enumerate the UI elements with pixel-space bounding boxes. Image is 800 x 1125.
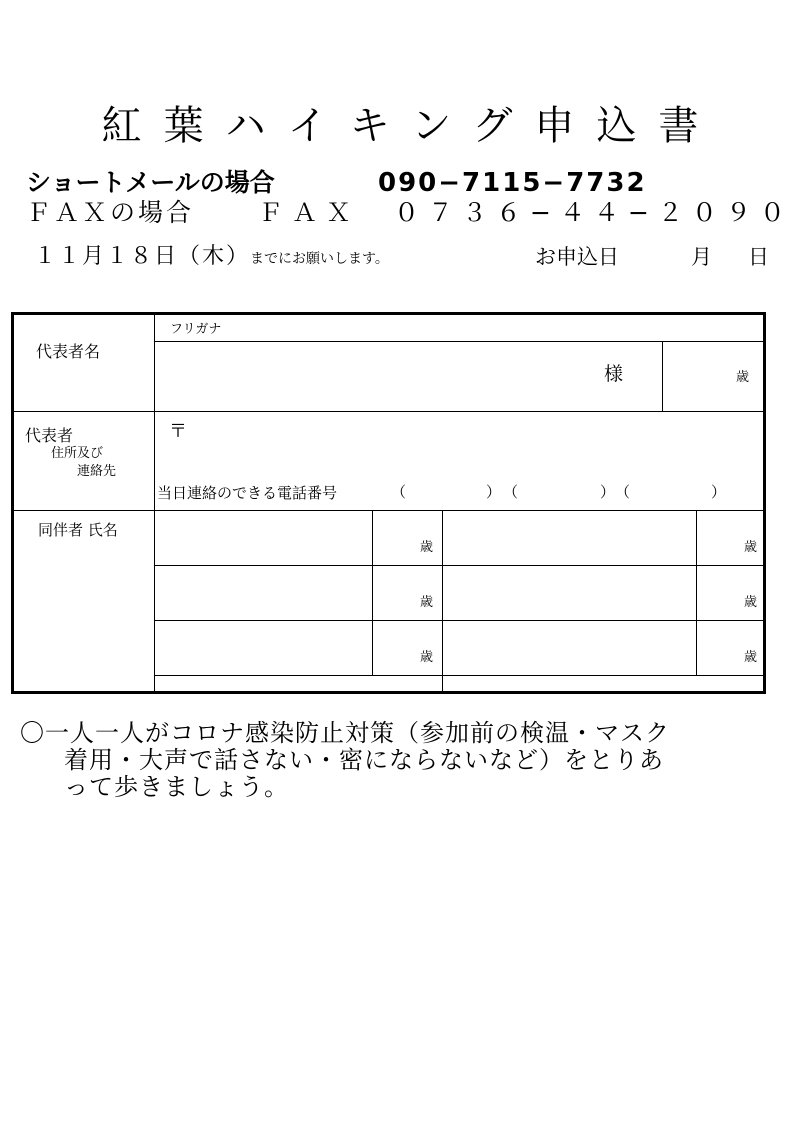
companion-age-unit-3: 歳 [420,595,434,610]
note-line-1: 〇一人一人がコロナ感染防止対策（参加前の検温・マスク [20,719,670,747]
sms-contact-label: ショートメールの場合 [26,168,275,197]
companion-age-divider-1 [372,510,373,676]
address-label-line2: 住所及び [51,446,104,461]
address-label-line1: 代表者 [25,426,74,445]
companion-age-divider-2 [696,510,697,676]
representative-age-unit: 歳 [736,370,750,385]
companion-row-divider-1 [154,565,766,566]
application-month-label: 月 [691,245,712,269]
phone-paren-close-2: ） [600,483,616,501]
companion-name-label: 同伴者 氏名 [38,521,118,539]
note-line-2: 着用・大声で話さない・密にならないなど）をとりあ [64,746,664,774]
covid-precaution-note [20,720,670,801]
fax-contact-label: ＦＡＸの場合 [26,198,195,227]
sms-phone-number: 090−7115−7732 [378,168,647,198]
phone-paren-open-2: （ [503,483,519,501]
companion-age-unit-4: 歳 [744,595,758,610]
phone-paren-close-1: ） [486,483,502,501]
phone-paren-open-1: （ [391,483,407,501]
name-row-divider [14,411,766,412]
companion-row-divider-3 [154,675,766,676]
furigana-divider [154,341,766,342]
application-form-table [11,312,766,694]
companion-age-unit-2: 歳 [744,540,758,555]
companion-age-unit-6: 歳 [744,650,758,665]
phone-paren-close-3: ） [711,483,727,501]
address-label-line3: 連絡先 [77,464,117,479]
application-day-label: 日 [748,245,769,269]
sama-honorific: 様 [604,363,624,385]
age-column-divider [662,341,663,412]
deadline [34,240,389,276]
phone-paren-open-3: （ [615,483,631,501]
note-line-3: って歩きましょう。 [64,773,289,801]
furigana-label: フリガナ [170,322,222,337]
postal-code-mark: 〒 [169,421,187,442]
fax-number: ＦＡＸ ０７３６−４４−２０９０ [258,198,794,227]
companion-age-unit-5: 歳 [420,650,434,665]
address-row-divider [14,510,766,511]
representative-name-label: 代表者名 [36,342,101,361]
application-date-label: お申込日 [535,245,619,269]
companion-center-divider [442,510,443,691]
same-day-phone-label: 当日連絡のできる電話番号 [157,484,338,502]
application-date [535,240,769,274]
deadline-suffix: までにお願いします。 [250,251,389,267]
form-title: 紅葉ハイキング申込書 [101,103,721,149]
deadline-date: １１月１８日（木） [34,244,251,269]
companion-age-unit-1: 歳 [420,540,434,555]
companion-row-divider-2 [154,620,766,621]
label-column-divider [154,315,155,691]
